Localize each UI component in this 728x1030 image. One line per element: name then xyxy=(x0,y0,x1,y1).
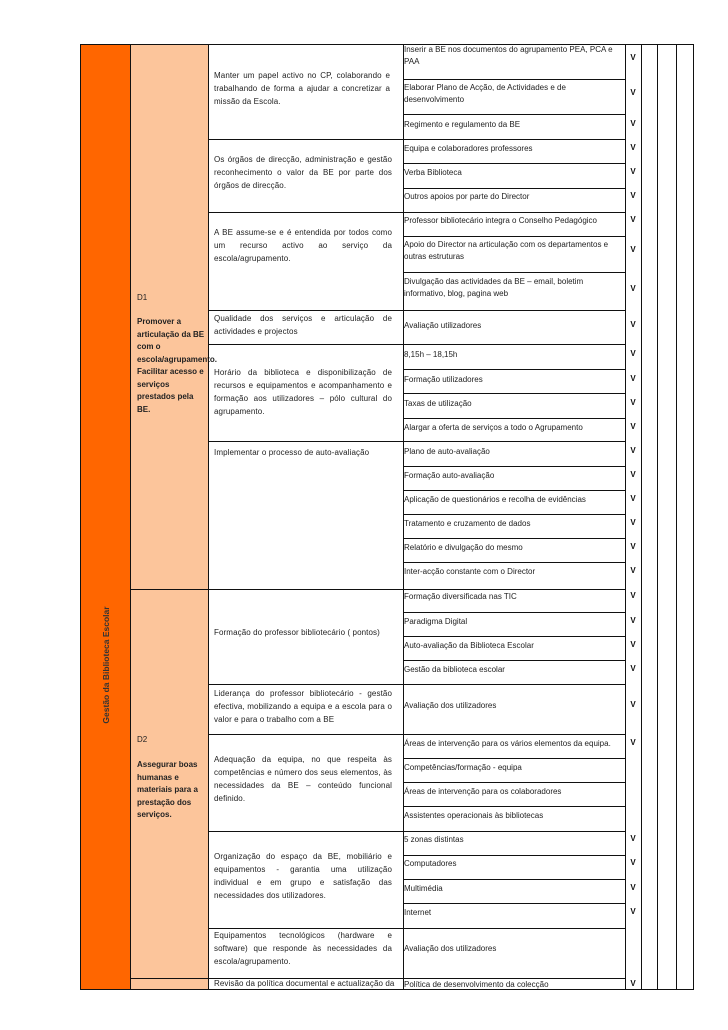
check-mark: V xyxy=(630,907,636,916)
check-mark: V xyxy=(630,320,636,329)
row-divider xyxy=(403,538,626,539)
domain-objective-d1: Promover a articulação da BE com o escola/agrupamento. Facilitar acesso e serviços prestados pela BE. xyxy=(137,317,218,414)
indicator-text: Multimédia xyxy=(404,884,443,893)
row-divider xyxy=(403,163,626,164)
row-divider xyxy=(403,212,626,213)
topic-text: Organização do espaço da BE, mobiliário e equipamentos - garantia uma utilização individual e em grupo e satisfação das necessidades dos utilizadores. xyxy=(214,852,392,900)
check-mark: V xyxy=(630,88,636,97)
indicator-text: Divulgação das actividades da BE – email, boletim informativo, blog, pagina web xyxy=(404,277,584,298)
indicator-text: Formação auto-avaliação xyxy=(404,471,495,480)
row-divider xyxy=(403,441,626,442)
row-divider xyxy=(403,855,626,856)
topic-text: Qualidade dos serviços e articulação de actividades e projectos xyxy=(214,314,392,336)
check-mark: V xyxy=(630,542,636,551)
row-divider xyxy=(403,418,626,419)
sidebar-band xyxy=(80,44,131,990)
indicator-text: Avaliação dos utilizadores xyxy=(404,944,497,953)
check-mark: V xyxy=(630,700,636,709)
domain-cell-d3 xyxy=(130,978,209,990)
check-mark: V xyxy=(630,374,636,383)
indicator-text: Tratamento e cruzamento de dados xyxy=(404,519,531,528)
check-mark: V xyxy=(630,191,636,200)
indicator-text: Assistentes operacionais às bibliotecas xyxy=(404,811,544,820)
indicator-text: Taxas de utilização xyxy=(404,399,472,408)
check-mark: V xyxy=(630,143,636,152)
check-mark: V xyxy=(630,566,636,575)
check-mark: V xyxy=(630,245,636,254)
domain-code-d2: D2 xyxy=(137,735,148,744)
check-mark: V xyxy=(630,591,636,600)
check-mark: V xyxy=(630,349,636,358)
check-mark: V xyxy=(630,398,636,407)
indicator-text: Auto-avaliação da Biblioteca Escolar xyxy=(404,641,534,650)
indicator-text: Plano de auto-avaliação xyxy=(404,447,490,456)
check-mark: V xyxy=(630,167,636,176)
row-divider xyxy=(403,758,626,759)
topic-text: Manter um papel activo no CP, colaborando e trabalhando de forma a ajudar a concretizar a missão da Escola. xyxy=(214,71,390,106)
indicator-text: Gestão da biblioteca escolar xyxy=(404,665,505,674)
row-divider xyxy=(403,188,626,189)
row-divider xyxy=(403,903,626,904)
score-column xyxy=(657,44,677,990)
check-mark: V xyxy=(630,616,636,625)
check-mark: V xyxy=(630,215,636,224)
indicator-text: Professor bibliotecário integra o Conselho Pedagógico xyxy=(404,216,598,225)
topic-text: Revisão da política documental e actualização da xyxy=(214,979,395,988)
row-divider xyxy=(403,310,626,311)
check-mark: V xyxy=(630,53,636,62)
indicator-text: Inserir a BE nos documentos do agrupamento PEA, PCA e PAA xyxy=(404,45,613,66)
topic-text: Adequação da equipa, no que respeita às competências e número dos seus elementos, às necessidades da BE – conteúdo funcional definido. xyxy=(214,755,392,803)
row-divider xyxy=(403,612,626,613)
domain-objective-d2: Assegurar boas humanas e materiais para a prestação dos serviços. xyxy=(137,760,198,819)
mark-column xyxy=(625,44,642,990)
row-divider xyxy=(403,466,626,467)
indicator-text: Equipa e colaboradores professores xyxy=(404,144,533,153)
check-mark: V xyxy=(630,883,636,892)
row-divider xyxy=(403,831,626,832)
row-divider xyxy=(403,139,626,140)
indicator-text: Avaliação dos utilizadores xyxy=(404,701,497,710)
indicator-text: Regimento e regulamento da BE xyxy=(404,120,521,129)
indicator-text: 8,15h – 18,15h xyxy=(404,350,458,359)
indicator-text: Apoio do Director na articulação com os departamentos e outras estruturas xyxy=(404,240,609,261)
evaluation-table-page: Gestão da Biblioteca Escolar D1 Promover a articulação da BE com o escola/agrupamento. Facilitar acesso e serviços prestados pela BE. D2 Assegurar boas humanas e materiais para a prestação dos serviços. Manter um papel activo no CP, colaborando e trabalhando de forma a ajudar a concretizar a missão da Escola. Os órgãos de direcção, administração e gestão reconhecimento o valor da BE por parte dos órgãos de direcção. A BE assume-se e é entendida por todos como um recurso activo ao serviço da escola/agrupamento. Qualidade dos serviços e articulação de actividades e projectos Horário da biblioteca e disponibilização de recursos e equipamentos e acompanhamento e formação aos utilizadores – pólo cultural do agrupamento. Implementar o processo de auto-avaliação Formação do professor bibliotecário ( pontos) Liderança do professor bibliotecário - gestão efectiva, mobilizando a equipa e a escola para o valor e para o trabalho com a BE Adequação da equipa, no que respeita às competências e número dos seus elementos, às necessidades da BE – conteúdo funcional definido. Organização do espaço da BE, mobiliário e equipamentos - garantia uma utilização individual e em grupo e satisfação das necessidades dos utilizadores. Equipamentos tecnológicos (hardware e software) que responde às necessidades da escola/agrupamento. Revisão da política documental e actualização da Inserir a BE nos documentos do agrupamento PEA, PCA e PAA Elaborar Plano de Acção, de Actividades e de desenvolvimento Regimento e regulamento da BE Equipa e colaboradores professores Verba Biblioteca Outros apoios por parte do Director Professor bibliotecário integra o Conselho Pedagógico Apoio do Director na articulação com os departamentos e outras estruturas Divulgação das actividades da BE – email, boletim informativo, blog, pagina web Avaliação utilizadores 8,15h – 18,15h Formação utilizadores Taxas de utilização Alargar a oferta de serviços a todo o Agrupamento Plano de auto-avaliação Formação auto-avaliação Aplicação de questionários e recolha de evidências Tratamento e cruzamento de dados Relatório e divulgação do mesmo Inter-acção constante com o Director Formação diversificada nas TIC Paradigma Digital Auto-avaliação da Biblioteca Escolar Gestão da biblioteca escolar Avaliação dos utilizadores Áreas de intervenção para os vários elementos da equipa. Competências/formação - equipa Áreas de intervenção para os colaboradores Assistentes operacionais às bibliotecas 5 zonas distintas Computadores Multimédia Internet Avaliação dos utilizadores Política de desenvolvimento da colecção V V V V V V V V V V V V V V V V V V V V V V V V V V V V V V V xyxy=(0,0,728,1030)
check-mark: V xyxy=(630,470,636,479)
row-divider xyxy=(403,879,626,880)
row-divider xyxy=(403,562,626,563)
row-divider xyxy=(403,272,626,273)
topic-text: Liderança do professor bibliotecário - gestão efectiva, mobilizando a equipa e a escola para o valor e para o trabalho com a BE xyxy=(214,689,392,724)
row-divider xyxy=(403,514,626,515)
topic-text: Os órgãos de direcção, administração e gestão reconhecimento o valor da BE por parte dos órgãos de direcção. xyxy=(214,155,392,190)
row-divider xyxy=(403,684,626,685)
indicator-text: Política de desenvolvimento da colecção xyxy=(404,980,549,989)
check-mark: V xyxy=(630,664,636,673)
indicator-text: Computadores xyxy=(404,859,457,868)
row-divider xyxy=(403,660,626,661)
topic-cell xyxy=(208,441,404,590)
indicator-text: Áreas de intervenção para os colaboradores xyxy=(404,787,562,796)
indicator-text: 5 zonas distintas xyxy=(404,835,464,844)
topic-text: Formação do professor bibliotecário ( pontos) xyxy=(214,628,380,637)
row-divider xyxy=(403,369,626,370)
check-mark: V xyxy=(630,640,636,649)
row-divider xyxy=(403,236,626,237)
indicator-text: Aplicação de questionários e recolha de evidências xyxy=(404,495,586,504)
indicator-text: Competências/formação - equipa xyxy=(404,763,522,772)
check-mark: V xyxy=(630,284,636,293)
row-divider xyxy=(403,782,626,783)
row-divider xyxy=(403,344,626,345)
row-divider xyxy=(403,636,626,637)
indicator-text: Alargar a oferta de serviços a todo o Agrupamento xyxy=(404,423,583,432)
check-mark: V xyxy=(630,422,636,431)
indicator-text: Elaborar Plano de Acção, de Actividades e de desenvolvimento xyxy=(404,83,566,104)
indicator-text: Internet xyxy=(404,908,432,917)
indicator-text: Paradigma Digital xyxy=(404,617,468,626)
row-divider xyxy=(403,490,626,491)
indicator-text: Relatório e divulgação do mesmo xyxy=(404,543,523,552)
row-divider xyxy=(403,806,626,807)
score-column xyxy=(676,44,694,990)
score-column xyxy=(641,44,658,990)
row-divider xyxy=(403,734,626,735)
row-divider xyxy=(403,393,626,394)
indicator-text: Formação diversificada nas TIC xyxy=(404,592,517,601)
check-mark: V xyxy=(630,119,636,128)
check-mark: V xyxy=(630,979,636,988)
check-mark: V xyxy=(630,518,636,527)
check-mark: V xyxy=(630,494,636,503)
topic-text: Implementar o processo de auto-avaliação xyxy=(214,448,370,457)
topic-text: A BE assume-se e é entendida por todos como um recurso activo ao serviço da escola/agrupamento. xyxy=(214,228,392,263)
check-mark: V xyxy=(630,738,636,747)
indicator-text: Áreas de intervenção para os vários elementos da equipa. xyxy=(404,739,611,748)
check-mark: V xyxy=(630,858,636,867)
row-divider xyxy=(403,928,626,929)
indicator-text: Verba Biblioteca xyxy=(404,168,462,177)
indicator-column xyxy=(403,44,626,990)
indicator-text: Avaliação utilizadores xyxy=(404,321,482,330)
check-mark: V xyxy=(630,446,636,455)
check-mark: V xyxy=(630,834,636,843)
topic-text: Equipamentos tecnológicos (hardware e software) que responde às necessidades da escola/agrupamento. xyxy=(214,931,392,966)
domain-code-d1: D1 xyxy=(137,293,148,302)
row-divider xyxy=(403,114,626,115)
row-divider xyxy=(403,79,626,80)
indicator-text: Outros apoios por parte do Director xyxy=(404,192,530,201)
topic-text: Horário da biblioteca e disponibilização de recursos e equipamentos e acompanhamento e formação aos utilizadores – pólo cultural do agrupamento. xyxy=(214,368,392,416)
row-divider xyxy=(403,589,626,590)
indicator-text: Inter-acção constante com o Director xyxy=(404,567,536,576)
indicator-text: Formação utilizadores xyxy=(404,375,483,384)
